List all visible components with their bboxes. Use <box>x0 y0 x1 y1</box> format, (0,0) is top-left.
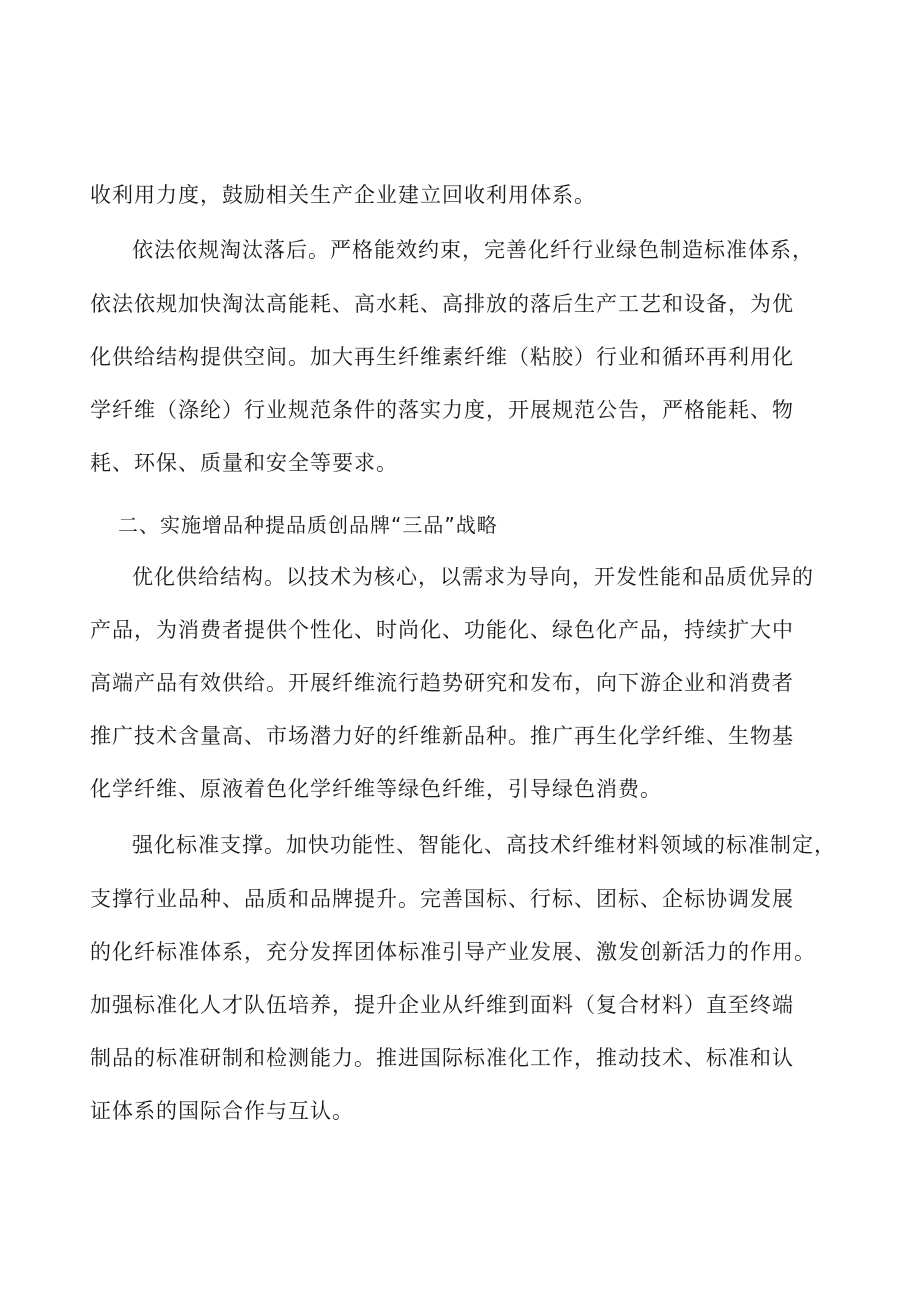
paragraph-line: 耗、环保、质量和安全等要求。 <box>90 451 398 475</box>
paragraph-line: 收利用力度，鼓励相关生产企业建立回收利用体系。 <box>90 183 596 207</box>
paragraph-line: 学纤维（涤纶）行业规范条件的落实力度，开展规范公告，严格能耗、物 <box>90 398 794 422</box>
paragraph-line: 依法依规加快淘汰高能耗、高水耗、高排放的落后生产工艺和设备，为优 <box>90 292 794 316</box>
paragraph-line: 依法依规淘汰落后。严格能效约束，完善化纤行业绿色制造标准体系， <box>132 238 814 262</box>
paragraph-line: 化学纤维、原液着色化学纤维等绿色纤维，引导绿色消费。 <box>90 777 662 801</box>
paragraph-line: 优化供给结构。以技术为核心，以需求为导向，开发性能和品质优异的 <box>132 565 814 589</box>
paragraph-line: 强化标准支撑。加快功能性、智能化、高技术纤维材料领域的标准制定， <box>132 833 836 857</box>
paragraph-line: 加强标准化人才队伍培养，提升企业从纤维到面料（复合材料）直至终端 <box>90 993 794 1017</box>
paragraph-line: 产品，为消费者提供个性化、时尚化、功能化、绿色化产品，持续扩大中 <box>90 618 794 642</box>
paragraph-line: 的化纤标准体系，充分发挥团体标准引导产业发展、激发创新活力的作用。 <box>90 940 816 964</box>
paragraph-line: 推广技术含量高、市场潜力好的纤维新品种。推广再生化学纤维、生物基 <box>90 724 794 748</box>
paragraph-line: 制品的标准研制和检测能力。推进国际标准化工作，推动技术、标准和认 <box>90 1046 794 1070</box>
paragraph-line: 高端产品有效供给。开展纤维流行趋势研究和发布，向下游企业和消费者 <box>90 671 794 695</box>
paragraph-line: 化供给结构提供空间。加大再生纤维素纤维（粘胶）行业和循环再利用化 <box>90 345 794 369</box>
paragraph-line: 证体系的国际合作与互认。 <box>90 1099 354 1123</box>
section-heading: 二、实施增品种提品质创品牌“三品”战略 <box>118 513 498 537</box>
paragraph-line: 支撑行业品种、品质和品牌提升。完善国标、行标、团标、企标协调发展 <box>90 887 794 911</box>
